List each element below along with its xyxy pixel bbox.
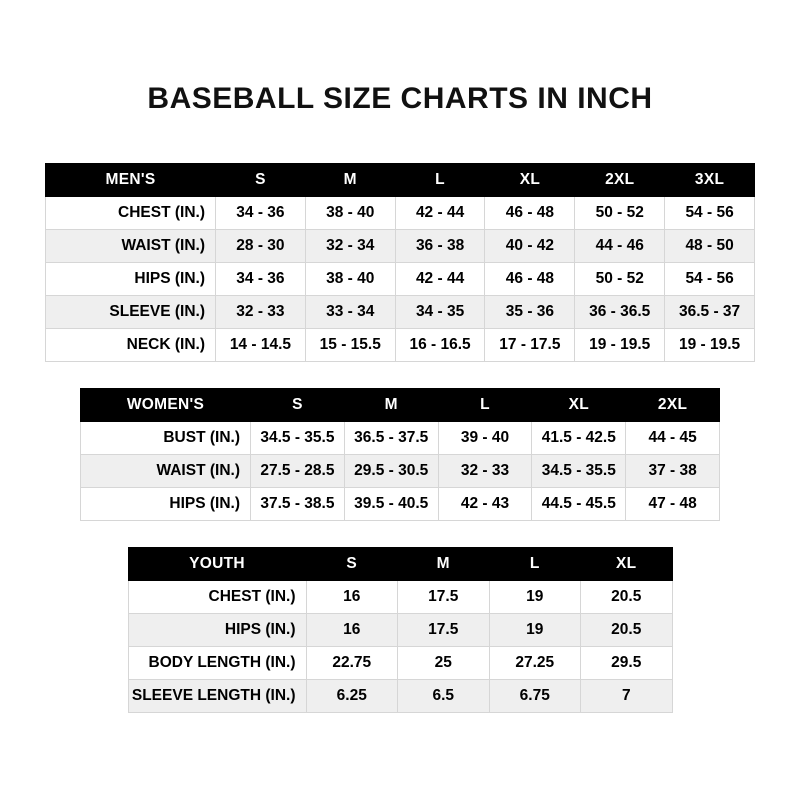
womens-hips-l: 42 - 43 [438, 488, 532, 521]
womens-bust-2xl: 44 - 45 [626, 422, 720, 455]
mens-size-table [45, 163, 755, 362]
mens-header-category: MEN'S [46, 164, 216, 197]
mens-chest-l: 42 - 44 [395, 197, 485, 230]
womens-bust-l: 39 - 40 [438, 422, 532, 455]
page-title: BASEBALL SIZE CHARTS IN INCH [147, 82, 653, 115]
womens-hips-xl: 44.5 - 45.5 [532, 488, 626, 521]
youth-sleeve-length-xl: 7 [581, 680, 673, 713]
table-header-row [46, 164, 755, 197]
youth-body-length-m: 25 [398, 647, 490, 680]
youth-sleeve-length-m: 6.5 [398, 680, 490, 713]
womens-row-label-hips: HIPS (IN.) [81, 488, 251, 521]
womens-bust-s: 34.5 - 35.5 [251, 422, 345, 455]
mens-sleeve-l: 34 - 35 [395, 296, 485, 329]
womens-waist-s: 27.5 - 28.5 [251, 455, 345, 488]
mens-header-xl: XL [485, 164, 575, 197]
mens-chest-s: 34 - 36 [216, 197, 306, 230]
mens-waist-m: 32 - 34 [305, 230, 395, 263]
table-row [128, 647, 672, 680]
mens-row-label-neck: NECK (IN.) [46, 329, 216, 362]
youth-row-label-sleeve-length: SLEEVE LENGTH (IN.) [128, 680, 306, 713]
mens-hips-m: 38 - 40 [305, 263, 395, 296]
mens-sleeve-3xl: 36.5 - 37 [665, 296, 755, 329]
mens-header-2xl: 2XL [575, 164, 665, 197]
youth-size-table [128, 547, 673, 713]
mens-waist-3xl: 48 - 50 [665, 230, 755, 263]
womens-table-header [81, 389, 720, 422]
mens-header-l: L [395, 164, 485, 197]
mens-sleeve-xl: 35 - 36 [485, 296, 575, 329]
womens-waist-xl: 34.5 - 35.5 [532, 455, 626, 488]
youth-header-m: M [398, 548, 490, 581]
mens-waist-l: 36 - 38 [395, 230, 485, 263]
table-row [46, 296, 755, 329]
mens-header-3xl: 3XL [665, 164, 755, 197]
womens-table-body [81, 422, 720, 521]
womens-header-category: WOMEN'S [81, 389, 251, 422]
youth-body-length-xl: 29.5 [581, 647, 673, 680]
womens-waist-m: 29.5 - 30.5 [344, 455, 438, 488]
mens-neck-xl: 17 - 17.5 [485, 329, 575, 362]
table-row [46, 230, 755, 263]
youth-header-s: S [306, 548, 398, 581]
womens-bust-m: 36.5 - 37.5 [344, 422, 438, 455]
mens-row-label-chest: CHEST (IN.) [46, 197, 216, 230]
table-row [81, 455, 720, 488]
youth-hips-s: 16 [306, 614, 398, 647]
youth-body-length-l: 27.25 [489, 647, 581, 680]
table-header-row [128, 548, 672, 581]
mens-chest-3xl: 54 - 56 [665, 197, 755, 230]
womens-header-m: M [344, 389, 438, 422]
mens-header-s: S [216, 164, 306, 197]
table-header-row [81, 389, 720, 422]
mens-row-label-sleeve: SLEEVE (IN.) [46, 296, 216, 329]
womens-hips-2xl: 47 - 48 [626, 488, 720, 521]
mens-row-label-hips: HIPS (IN.) [46, 263, 216, 296]
table-row [46, 197, 755, 230]
womens-row-label-bust: BUST (IN.) [81, 422, 251, 455]
mens-sleeve-m: 33 - 34 [305, 296, 395, 329]
youth-chest-l: 19 [489, 581, 581, 614]
youth-chest-xl: 20.5 [581, 581, 673, 614]
youth-row-label-chest: CHEST (IN.) [128, 581, 306, 614]
womens-bust-xl: 41.5 - 42.5 [532, 422, 626, 455]
youth-hips-l: 19 [489, 614, 581, 647]
womens-row-label-waist: WAIST (IN.) [81, 455, 251, 488]
mens-sleeve-s: 32 - 33 [216, 296, 306, 329]
youth-row-label-hips: HIPS (IN.) [128, 614, 306, 647]
mens-neck-s: 14 - 14.5 [216, 329, 306, 362]
youth-hips-xl: 20.5 [581, 614, 673, 647]
mens-hips-xl: 46 - 48 [485, 263, 575, 296]
mens-hips-3xl: 54 - 56 [665, 263, 755, 296]
mens-row-label-waist: WAIST (IN.) [46, 230, 216, 263]
youth-chest-m: 17.5 [398, 581, 490, 614]
mens-neck-m: 15 - 15.5 [305, 329, 395, 362]
womens-header-l: L [438, 389, 532, 422]
mens-waist-xl: 40 - 42 [485, 230, 575, 263]
womens-hips-s: 37.5 - 38.5 [251, 488, 345, 521]
mens-chest-2xl: 50 - 52 [575, 197, 665, 230]
youth-sleeve-length-l: 6.75 [489, 680, 581, 713]
mens-sleeve-2xl: 36 - 36.5 [575, 296, 665, 329]
mens-hips-l: 42 - 44 [395, 263, 485, 296]
table-row [128, 680, 672, 713]
mens-hips-2xl: 50 - 52 [575, 263, 665, 296]
mens-table-body [46, 197, 755, 362]
womens-header-2xl: 2XL [626, 389, 720, 422]
table-row [81, 422, 720, 455]
table-row [81, 488, 720, 521]
youth-header-xl: XL [581, 548, 673, 581]
womens-waist-2xl: 37 - 38 [626, 455, 720, 488]
mens-chest-xl: 46 - 48 [485, 197, 575, 230]
mens-neck-3xl: 19 - 19.5 [665, 329, 755, 362]
mens-header-m: M [305, 164, 395, 197]
womens-size-table [80, 388, 720, 521]
mens-waist-s: 28 - 30 [216, 230, 306, 263]
youth-table-header [128, 548, 672, 581]
table-row [128, 614, 672, 647]
womens-header-s: S [251, 389, 345, 422]
womens-header-xl: XL [532, 389, 626, 422]
youth-table-body [128, 581, 672, 713]
youth-hips-m: 17.5 [398, 614, 490, 647]
table-row [46, 329, 755, 362]
mens-waist-2xl: 44 - 46 [575, 230, 665, 263]
youth-header-l: L [489, 548, 581, 581]
mens-table-header [46, 164, 755, 197]
mens-hips-s: 34 - 36 [216, 263, 306, 296]
mens-neck-l: 16 - 16.5 [395, 329, 485, 362]
youth-sleeve-length-s: 6.25 [306, 680, 398, 713]
youth-row-label-body-length: BODY LENGTH (IN.) [128, 647, 306, 680]
tables-container [0, 163, 800, 713]
youth-chest-s: 16 [306, 581, 398, 614]
mens-neck-2xl: 19 - 19.5 [575, 329, 665, 362]
youth-header-category: YOUTH [128, 548, 306, 581]
mens-chest-m: 38 - 40 [305, 197, 395, 230]
youth-body-length-s: 22.75 [306, 647, 398, 680]
womens-hips-m: 39.5 - 40.5 [344, 488, 438, 521]
womens-waist-l: 32 - 33 [438, 455, 532, 488]
table-row [128, 581, 672, 614]
table-row [46, 263, 755, 296]
